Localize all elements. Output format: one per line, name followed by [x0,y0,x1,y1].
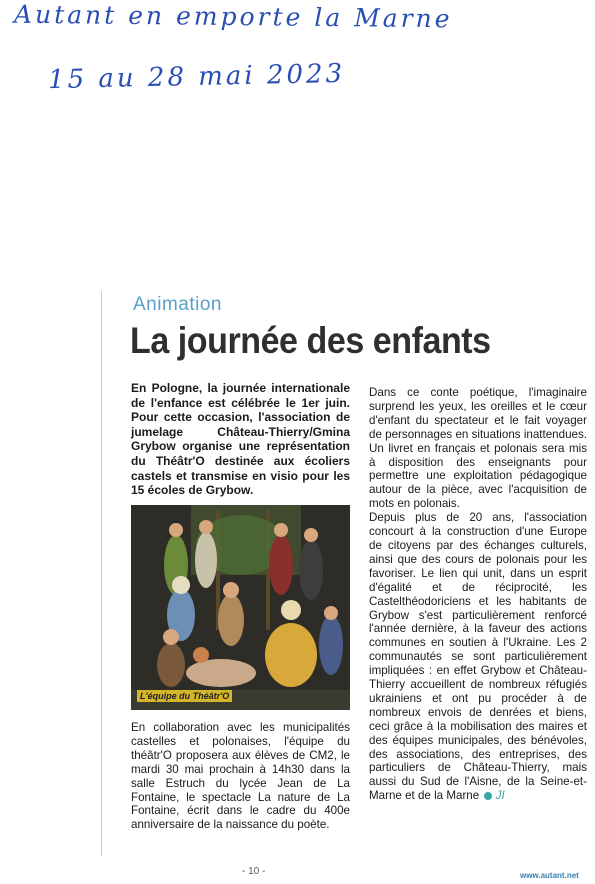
article-photo [131,505,350,710]
website-footer: www.autant.net [520,871,579,880]
article-lead: En Pologne, la journée internationale de l'enfance est célébrée le 1er juin. Pour cette occasion, l'association de jumelage Château-Thierry/Gmina Grybow organise une représentation du Théâtr'O destinée aux écoliers castels et transmise en visio pour les 15 écoles de Grybow. [131,381,350,498]
column-rule [101,291,102,856]
article-body-left: En collaboration avec les municipalités castelles et polonaises, l'équipe du théâtr'O proposera aux élèves de CM2, le mardi 30 mai prochain à 14h30 dans la salle Estruch du lycée Jean de La Fontaine, le spectacle La nature de La Fontaine, écrit dans le cadre du 400e anniversaire de la naissance du poète. [131,721,350,832]
handwritten-title: Autant en emporte la Marne [13,0,453,34]
troupe-photo-illustration [131,505,350,710]
body-paragraph-1: Dans ce conte poétique, l'imaginaire surprend les yeux, les oreilles et le cœur d'enfant du spectateur et le fait voyager de personnages en situations inattendues. Un livret en français et polonais sera mis à disposition des enseignants pour permettre une exploitation pédagogique autour de la pièce, avec l'acquisition de mots en polonais. [369,386,587,511]
section-label: Animation [133,294,222,315]
photo-caption: L'équipe du Théâtr'O [137,690,232,702]
article-body-right [369,386,587,803]
body-paragraph-2-text: Depuis plus de 20 ans, l'association concourt à la construction d'une Europe de citoyens par des échanges culturels, ainsi que des cours de polonais pour les favoriser. Le lien qui unit, dans un esprit d'égalité et de réciprocité, les Castelthéodoriciens et les habitants de Grybow s'est particulièrement renforcé l'année dernière, à la faveur des actions communes en soutien à l'Ukraine. Les 2 communautés se sont particulièrement impliquées : en effet Grybow et Château-Thierry accueillent de nombreux réfugiés ukrainiens et ont pu procéder à de nombreux envois de denrées et biens, ceci grâce à la mobilisation des maires et des équipes municipales, des bénévoles, des associations, des entreprises, des particuliers de Château-Thierry, mais aussi du Sud de l'Aisne, de la Seine-et-Marne et de la Marne [369,511,587,803]
page-number: - 10 - [242,866,266,877]
article-headline: La journée des enfants [130,320,491,361]
handwritten-date: 15 au 28 mai 2023 [47,58,346,96]
signature-dot-icon [484,792,492,800]
author-signature: JI [495,789,505,803]
body-paragraph-2 [369,511,587,803]
